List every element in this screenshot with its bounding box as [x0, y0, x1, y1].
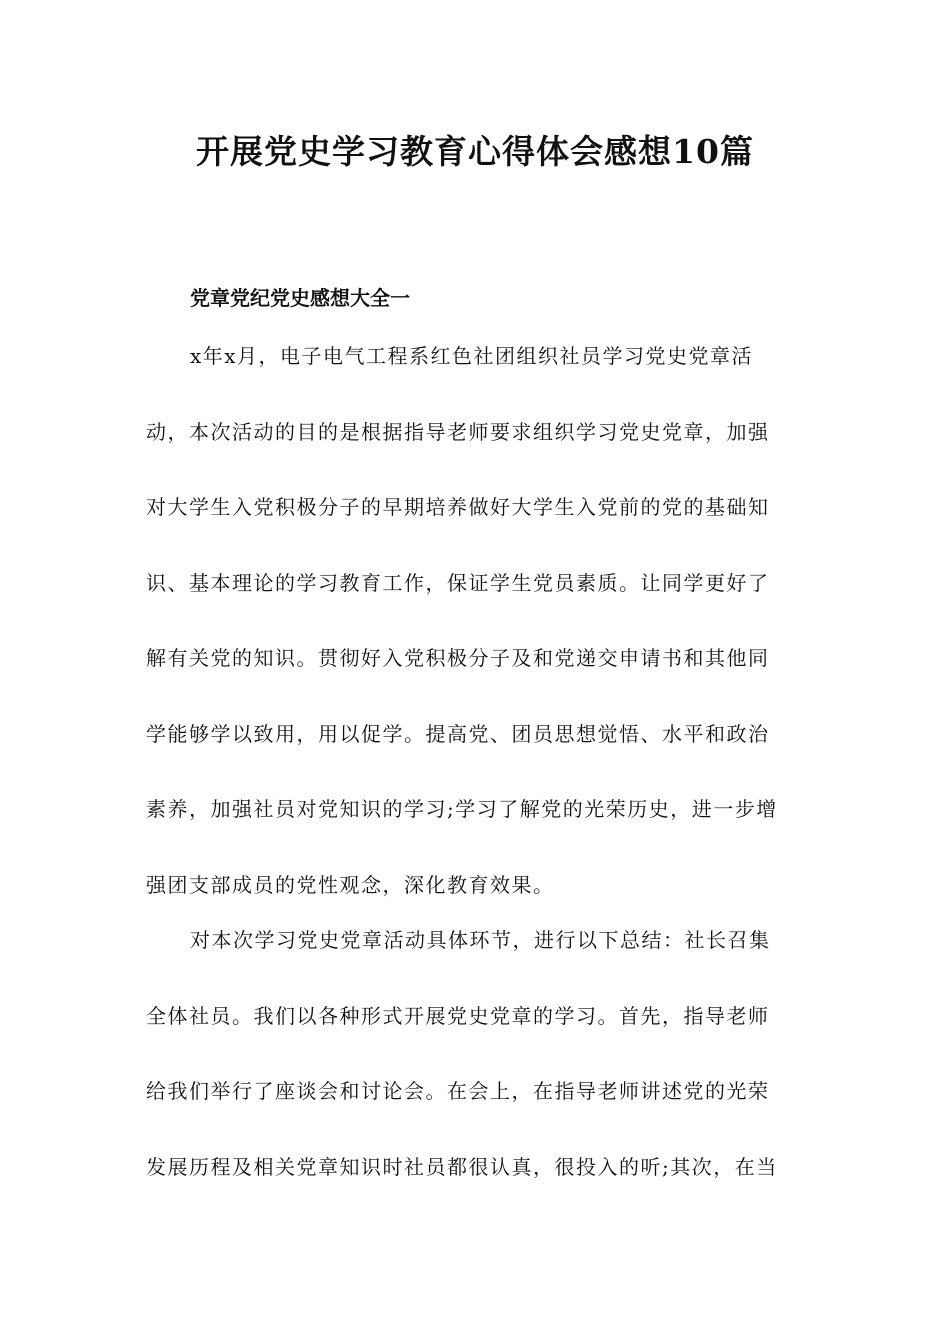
- paragraph-line: 对大学生入党积极分子的早期培养做好大学生入党前的党的基础知: [146, 495, 770, 519]
- paragraph-2: [146, 924, 806, 1226]
- paragraph-line: 发展历程及相关党章知识时社员都很认真，很投入的听;其次，在当: [146, 1154, 778, 1179]
- paragraph-line: 强团支部成员的党性观念，深化教育效果。: [146, 872, 555, 897]
- paragraph-line: 学能够学以致用，用以促学。提高党、团员思想觉悟、水平和政治: [146, 721, 770, 746]
- paragraph-line: 给我们举行了座谈会和讨论会。在会上，在指导老师讲述党的光荣: [146, 1079, 770, 1103]
- paragraph-line: 识、基本理论的学习教育工作，保证学生党员素质。让同学更好了: [146, 570, 770, 595]
- paragraph-line: 解有关党的知识。贯彻好入党积极分子及和党递交申请书和其他同: [146, 646, 770, 670]
- document-title: 开展党史学习教育心得体会感想10篇: [196, 132, 754, 171]
- paragraph-line: 动，本次活动的目的是根据指导老师要求组织学习党史党章，加强: [146, 419, 770, 444]
- paragraph-line: 素养，加强社员对党知识的学习;学习了解党的光荣历史，进一步增: [146, 797, 778, 821]
- section-heading: 党章党纪党史感想大全一: [190, 286, 410, 310]
- paragraph-line: 对本次学习党史党章活动具体环节，进行以下总结：社长召集: [190, 928, 771, 952]
- paragraph-line: 全体社员。我们以各种形式开展党史党章的学习。首先，指导老师: [146, 1003, 770, 1028]
- paragraph-1: [146, 340, 806, 944]
- paragraph-line: x年x月，电子电气工程系红色社团组织社员学习党史党章活: [190, 344, 754, 368]
